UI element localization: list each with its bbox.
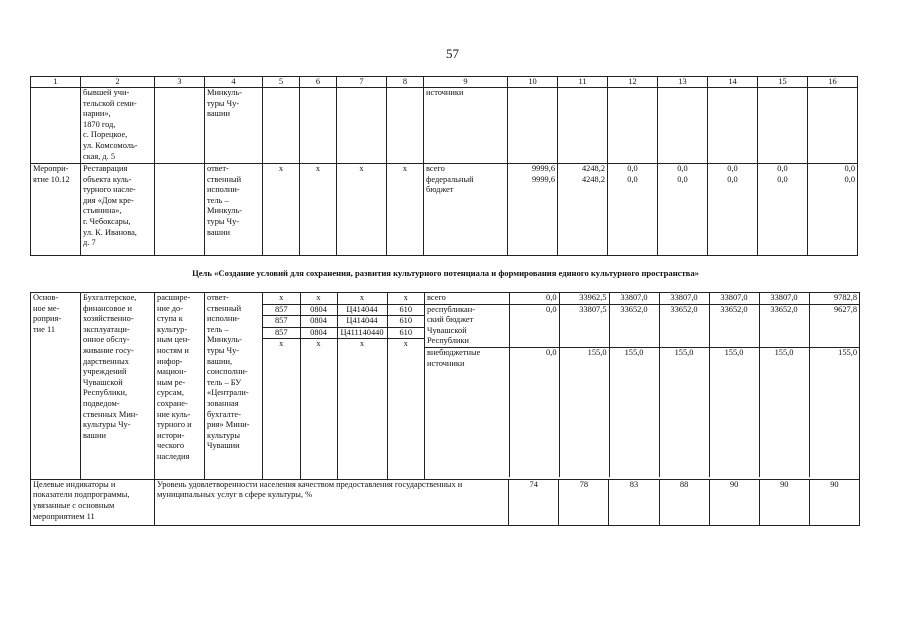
goal-heading: Цель «Создание условий для сохранения, развития культурного потенциала и формирования единого культурного пространства» [192, 268, 699, 278]
text-line: Минкуль- [207, 88, 242, 97]
value-cell: 155,0 [559, 347, 609, 477]
text-line: ответ- [207, 293, 229, 302]
code-cell: x [263, 339, 300, 479]
text-line: «Централи- [207, 388, 249, 398]
value-cell [508, 164, 558, 256]
code-cell: Ц411140440 [337, 327, 387, 339]
value-line: 0,0 [627, 174, 638, 184]
text-line: ние до- [157, 303, 184, 313]
code-cell: x [300, 339, 337, 479]
column-number: 12 [608, 77, 658, 88]
text-line: Меропри- [33, 164, 69, 173]
column-number: 11 [558, 77, 608, 88]
text-line: внебюджетные [427, 347, 481, 357]
value-cell: 0,0 [509, 293, 559, 304]
column-number: 2 [81, 77, 155, 88]
indicator-value-cell: 74 [509, 479, 559, 525]
text-line: Минкуль- [207, 335, 242, 345]
text-line: Чувашии [207, 441, 240, 451]
text-line: роприя- [33, 314, 62, 324]
text-line: источники [426, 88, 464, 97]
code-cell: x [300, 293, 337, 304]
column-number: 15 [758, 77, 808, 88]
indicator-value-cell: 88 [659, 479, 709, 525]
value-line: 9999,6 [531, 174, 555, 184]
code-cell: x [387, 339, 424, 479]
measure-label-cell [31, 164, 81, 256]
text-line: Основ- [33, 293, 59, 302]
value-cell: 155,0 [759, 347, 809, 477]
table-row [31, 164, 858, 256]
page-number: 57 [446, 46, 459, 61]
text-line: культур- [157, 324, 188, 334]
text-line: вашии, [207, 356, 233, 366]
text-line: вашии [207, 227, 230, 237]
text-line: соисполни- [207, 367, 248, 377]
text-line: тель – [207, 324, 229, 334]
text-line: ческого [157, 441, 185, 451]
table-row [31, 479, 860, 525]
code-cell: x [337, 339, 387, 479]
text-line: ответ- [207, 164, 229, 173]
indicator-value-cell: 78 [559, 479, 609, 525]
object-description-cell [81, 88, 155, 164]
value-cell: 33962,5 [559, 293, 609, 304]
text-line: Реставрация [83, 164, 128, 173]
text-line: г. Чебоксары, [83, 216, 131, 226]
responsible-cell [205, 164, 263, 256]
value-line: 0,0 [844, 174, 855, 184]
code-cell: Ц414044 [337, 304, 387, 316]
text-line: тель – [207, 195, 229, 205]
text-line: ул. Комсомоль- [83, 140, 138, 150]
code-cell: 610 [387, 316, 424, 328]
text-line: Минкуль- [207, 206, 242, 216]
indicator-text-cell: Уровень удовлетворенности населения качеством предоставления государственных и муниципальных услуг в сфере культуры, % [155, 479, 509, 525]
text-line: инфор- [157, 356, 183, 366]
text-line: хозяйственно- [83, 314, 134, 324]
value-cell [758, 164, 808, 256]
value-cell [558, 164, 608, 256]
text-line: Целевые индикаторы и [33, 479, 116, 489]
code-cell: 0804 [300, 316, 337, 328]
value-line: 0,0 [777, 164, 788, 173]
value-cell: 155,0 [659, 347, 709, 477]
text-line: вашии [83, 430, 106, 440]
code-cell: 857 [263, 316, 300, 328]
text-line: ступа к [157, 314, 183, 324]
text-line: ное ме- [33, 303, 60, 313]
code-cell: x [300, 164, 337, 256]
text-line: культуры Чу- [83, 420, 131, 430]
responsible-cell [205, 88, 263, 164]
text-line: ным ре- [157, 377, 186, 387]
text-line: подведом- [83, 398, 120, 408]
text-line: республикан- [427, 304, 476, 314]
text-line: д. 7 [83, 238, 96, 248]
measure-description-cell [81, 293, 155, 480]
code-cell: x [387, 293, 424, 304]
text-line: исполни- [207, 314, 240, 324]
source-label [425, 293, 509, 304]
text-line: сохране- [157, 398, 188, 408]
text-line: вашии [207, 109, 230, 119]
value-cell: 33807,0 [659, 293, 709, 304]
funding-values-cell [425, 293, 860, 480]
text-line: федеральный [426, 174, 474, 184]
column-number: 16 [808, 77, 858, 88]
value-cell: 9627,8 [809, 304, 859, 347]
text-line: наследия [157, 451, 190, 461]
value-cell: 155,0 [809, 347, 859, 477]
code-cell: 857 [263, 327, 300, 339]
value-cell: 0,0 [509, 304, 559, 347]
indicator-label-cell [31, 479, 155, 525]
value-line: 4248,2 [581, 164, 605, 173]
text-line: сурсам, [157, 388, 184, 398]
value-cell [808, 164, 858, 256]
column-number: 9 [424, 77, 508, 88]
text-line: тельской семи- [83, 98, 137, 108]
column-number: 5 [263, 77, 300, 88]
text-line: тель – БУ [207, 377, 242, 387]
text-line: учреждений [83, 367, 127, 377]
value-cell [708, 164, 758, 256]
value-line: 0,0 [677, 164, 688, 173]
text-line: рия» Мини- [207, 420, 250, 430]
text-line: турного и [157, 420, 192, 430]
funding-source-cell [424, 164, 508, 256]
code-cell: Ц414044 [337, 316, 387, 328]
value-line: 0,0 [844, 164, 855, 173]
indicator-value-cell: 83 [609, 479, 659, 525]
code-cell: x [263, 164, 300, 256]
column-number: 3 [155, 77, 205, 88]
text-line: исполни- [207, 185, 240, 195]
text-line: ственный [207, 303, 242, 313]
text-line: туры Чу- [207, 345, 240, 355]
text-line: увязанные с основным [33, 501, 115, 511]
value-cell [658, 164, 708, 256]
text-line: культуры [207, 430, 240, 440]
value-cell: 33807,0 [759, 293, 809, 304]
text-line: всего [427, 293, 446, 302]
text-line: стьянина», [83, 206, 122, 216]
value-line: 9999,6 [531, 164, 555, 173]
value-cell: 33652,0 [609, 304, 659, 347]
text-line: показатели подпрограммы, [33, 490, 130, 500]
text-line: живание госу- [83, 345, 134, 355]
value-cell: 33652,0 [659, 304, 709, 347]
source-label [426, 175, 505, 196]
measure-label-cell [31, 293, 81, 480]
source-label [426, 164, 505, 175]
text-line: финансовое и [83, 303, 132, 313]
text-line: зованная [207, 398, 239, 408]
column-number: 10 [508, 77, 558, 88]
value-cell: 33652,0 [759, 304, 809, 347]
value-line: 0,0 [727, 174, 738, 184]
value-line: 0,0 [627, 164, 638, 173]
text-line: расшире- [157, 293, 191, 302]
text-line: дия «Дом кре- [83, 195, 134, 205]
column-number: 1 [31, 77, 81, 88]
value-line: 0,0 [777, 174, 788, 184]
column-number: 14 [708, 77, 758, 88]
text-line: ственный [207, 174, 242, 184]
column-number: 8 [387, 77, 424, 88]
text-line: Чувашской [427, 325, 467, 335]
column-number: 7 [337, 77, 387, 88]
budget-codes-cell [263, 293, 425, 480]
text-line: Республики, [83, 388, 128, 398]
table-row [31, 293, 860, 480]
text-line: бухгалте- [207, 409, 241, 419]
funding-source-cell [424, 88, 508, 164]
text-line: ятие 10.12 [33, 174, 70, 184]
source-label [425, 304, 509, 347]
lower-table [30, 292, 860, 526]
value-line: 0,0 [727, 164, 738, 173]
value-cell: 33807,5 [559, 304, 609, 347]
text-line: Бухгалтерское, [83, 293, 137, 302]
indicator-value-cell: 90 [809, 479, 859, 525]
text-line: мероприятием 11 [33, 511, 95, 521]
source-label [425, 347, 509, 477]
code-cell: x [263, 293, 300, 304]
text-line: ностям и [157, 345, 189, 355]
upper-table [30, 76, 858, 256]
text-line: турного насле- [83, 185, 136, 195]
table-row [31, 88, 858, 164]
indicator-value-cell: 90 [759, 479, 809, 525]
code-cell: 0804 [300, 304, 337, 316]
code-cell: 0804 [300, 327, 337, 339]
text-line: дарственных [83, 356, 129, 366]
text-line: эксплуатаци- [83, 324, 130, 334]
value-cell: 0,0 [509, 347, 559, 477]
column-number: 4 [205, 77, 263, 88]
object-description-cell [81, 164, 155, 256]
text-line: 1870 год, [83, 119, 116, 129]
value-cell: 9782,8 [809, 293, 859, 304]
value-line: 4248,2 [581, 174, 605, 184]
text-line: туры Чу- [207, 98, 240, 108]
text-line: объекта куль- [83, 174, 132, 184]
text-line: всего [426, 164, 445, 173]
text-line: источники [427, 358, 465, 368]
value-line: 0,0 [677, 174, 688, 184]
code-cell: x [337, 164, 387, 256]
column-number: 6 [300, 77, 337, 88]
text-line: ул. К. Иванова, [83, 227, 137, 237]
responsible-cell [205, 293, 263, 480]
text-line: мацион- [157, 367, 187, 377]
code-cell: 610 [387, 327, 424, 339]
code-cell: 610 [387, 304, 424, 316]
code-cell: x [387, 164, 424, 256]
text-line: туры Чу- [207, 216, 240, 226]
value-cell: 155,0 [609, 347, 659, 477]
code-cell: x [337, 293, 387, 304]
column-number: 13 [658, 77, 708, 88]
goal-description-cell [155, 293, 205, 480]
value-cell: 33807,0 [709, 293, 759, 304]
value-cell: 155,0 [709, 347, 759, 477]
text-line: нарии», [83, 109, 111, 119]
text-line: истори- [157, 430, 185, 440]
text-line: бывшей учи- [83, 88, 130, 97]
value-cell: 33807,0 [609, 293, 659, 304]
indicator-value-cell: 90 [709, 479, 759, 525]
value-cell: 33652,0 [709, 304, 759, 347]
text-line: тие 11 [33, 324, 56, 334]
text-line: ская, д. 5 [83, 151, 116, 161]
text-line: Республики [427, 336, 470, 346]
text-line: ский бюджет [427, 315, 474, 325]
column-number-row [31, 77, 858, 88]
text-line: с. Порецкое, [83, 130, 128, 140]
text-line: ственных Мин- [83, 409, 139, 419]
value-cell [608, 164, 658, 256]
text-line: бюджет [426, 185, 454, 195]
text-line: Чувашской [83, 377, 123, 387]
text-line: ние куль- [157, 409, 191, 419]
text-line: ным цен- [157, 335, 190, 345]
code-cell: 857 [263, 304, 300, 316]
text-line: онное обслу- [83, 335, 130, 345]
